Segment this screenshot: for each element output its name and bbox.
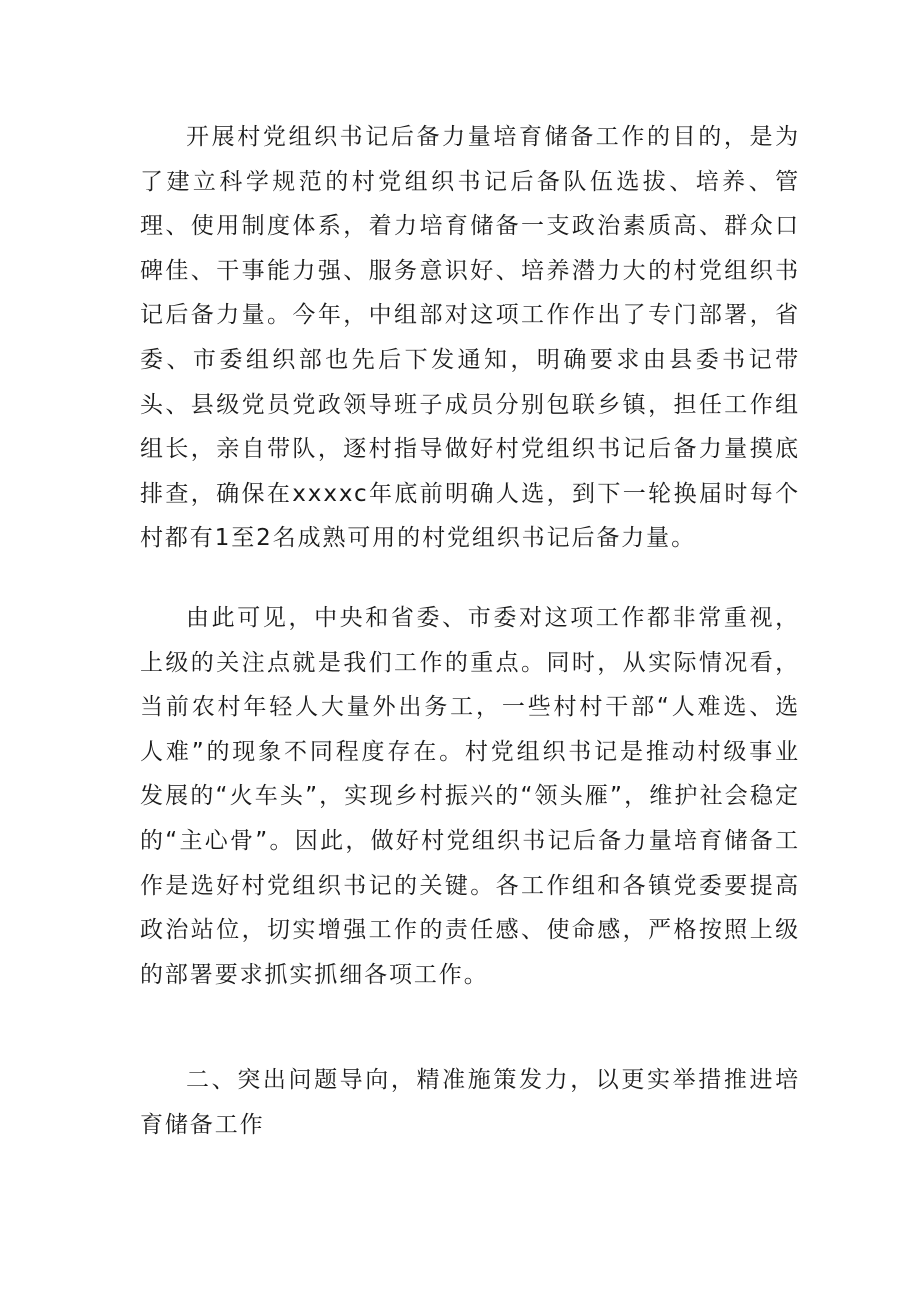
- body-paragraph-purpose: 开展村党组织书记后备力量培育储备工作的目的，是为了建立科学规范的村党组织书记后备队伍选拔、培养、管理、使用制度体系，着力培育储备一支政治素质高、群众口碑佳、干事能力强、服务意识好、培养潜力大的村党组织书记后备力量。今年，中组部对这项工作作出了专门部署，省委、市委组织部也先后下发通知，明确要求由县委书记带头、县级党员党政领导班子成员分别包联乡镇，担任工作组组长，亲自带队，逐村指导做好村党组织书记后备力量摸底排查，确保在xxxxc年底前明确人选，到下一轮换届时每个村都有1至2名成熟可用的村党组织书记后备力量。: [140, 124, 800, 552]
- section-heading-2: 二、突出问题导向，精准施策发力，以更实举措推进培育储备工作: [140, 1067, 800, 1138]
- body-paragraph-importance: 由此可见，中央和省委、市委对这项工作都非常重视，上级的关注点就是我们工作的重点。同时，从实际情况看，当前农村年轻人大量外出务工，一些村村干部“人难选、选人难”的现象不同程度存在。村党组织书记是推动村级事业发展的“火车头”，实现乡村振兴的“领头雁”，维护社会稳定的“主心骨”。因此，做好村党组织书记后备力量培育储备工作是选好村党组织书记的关键。各工作组和各镇党委要提高政治站位，切实增强工作的责任感、使命感，严格按照上级的部署要求抓实抓细各项工作。: [140, 605, 800, 988]
